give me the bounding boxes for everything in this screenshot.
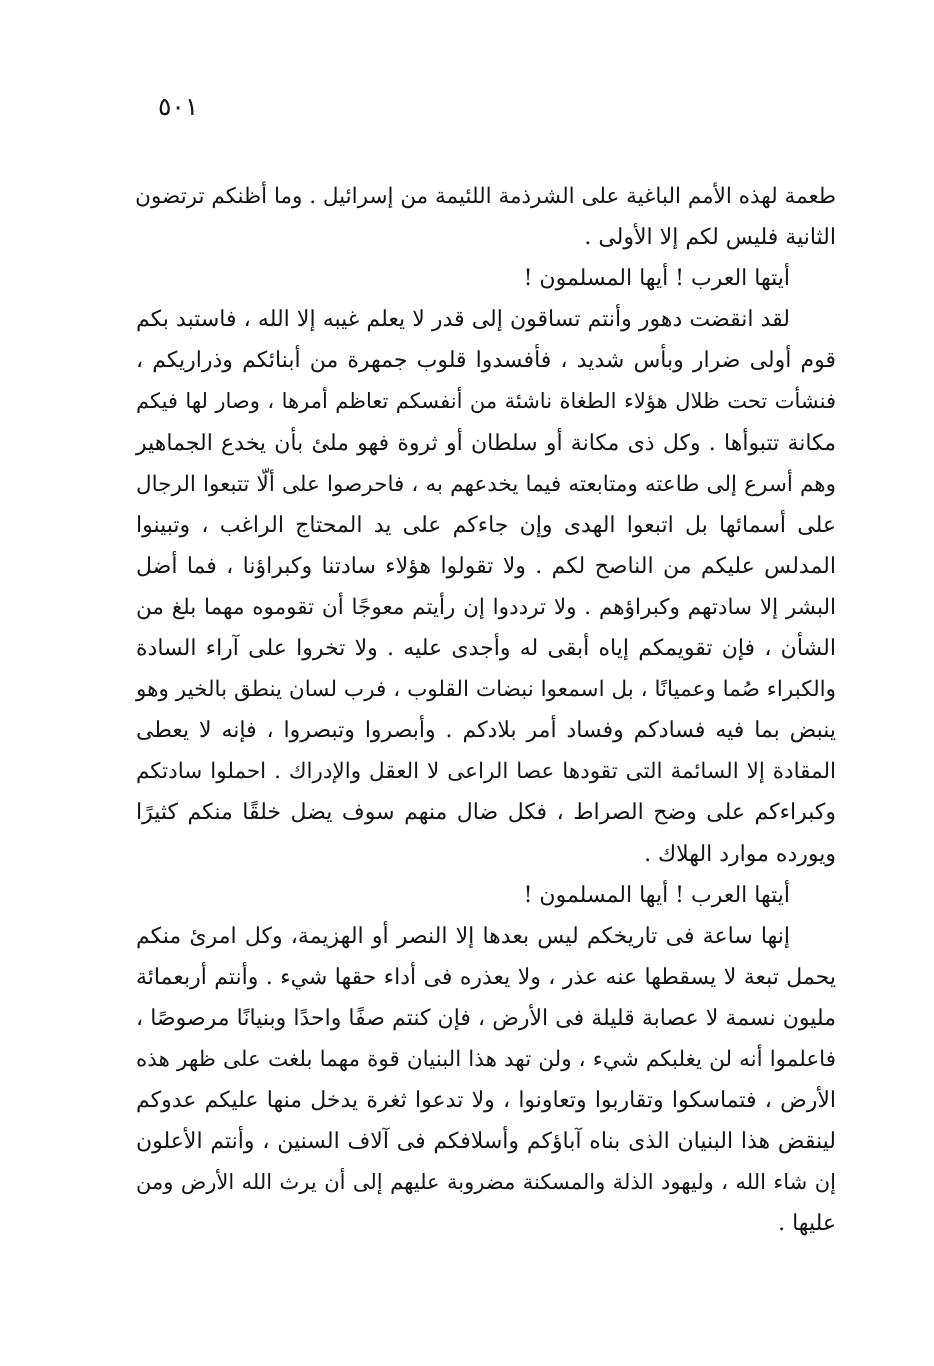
text-line: المقادة إلا السائمة التى تقودها عصا الراعى لا العقل والإدراك . احملوا سادتكم [136,759,836,785]
text-line: والكبراء صُما وعميانًا ، بل اسمعوا نبضات القلوب ، فرب لسان ينطق بالخير وهو [136,677,836,703]
text-line: على أسمائها بل اتبعوا الهدى وإن جاءكم على يد المحتاج الراغب ، وتبينوا [136,512,836,538]
text-line: ويورده موارد الهلاك . [644,841,836,867]
text-line: الشأن ، فإن تقويمكم إياه أبقى له وأجدى عليه . ولا تخروا على آراء السادة [136,636,836,662]
text-line: المدلس عليكم من الناصح لكم . ولا تقولوا هؤلاء سادتنا وكبراؤنا ، فما أضل [136,553,836,579]
text-line: عليها . [778,1211,836,1237]
body-text [136,176,836,1244]
text-line: ينبض بما فيه فسادكم وفساد أمر بلادكم . وأبصروا وتبصروا ، فإنه لا يعطى [136,718,836,744]
text-line: الأرض ، فتماسكوا وتقاربوا وتعاونوا ، ولا تدعوا ثغرة يدخل منها عليكم عدوكم [136,1088,836,1114]
text-line: إن شاء الله ، وليهود الذلة والمسكنة مضروبة عليهم إلى أن يرث الله الأرض ومن [136,1170,836,1195]
text-line: فاعلموا أنه لن يغلبكم شيء ، ولن تهد هذا البنيان قوة مهما بلغت على ظهر هذه [136,1046,836,1072]
page-number: ٥٠١ [158,92,199,121]
text-line: فنشأت تحت ظلال هؤلاء الطغاة ناشئة من أنفسكم تعاظم أمرها ، وصار لها فيكم [136,389,836,414]
text-line: يحمل تبعة لا يسقطها عنه عذر ، ولا يعذره فى أداء حقها شيء . وأنتم أربعمائة [136,964,836,990]
text-line: البشر إلا سادتهم وكبراؤهم . ولا ترددوا إن رأيتم معوجًا أن تقوموه مهما بلغ من [136,594,836,620]
text-line: إنها ساعة فى تاريخكم ليس بعدها إلا النصر أو الهزيمة، وكل امرئ منكم [136,923,790,949]
text-line: وكبراءكم على وضح الصراط ، فكل ضال منهم سوف يضل خلقًا منكم كثيرًا [136,800,836,826]
text-line: الثانية فليس لكم إلا الأولى . [584,225,836,251]
text-line: أيتها العرب ! أيها المسلمون ! [523,882,790,908]
text-line: طعمة لهذه الأمم الباغية على الشرذمة اللئيمة من إسرائيل . وما أظنكم ترتضون [135,184,836,209]
text-line: لينقض هذا البنيان الذى بناه آباؤكم وأسلافكم فى آلاف السنين ، وأنتم الأعلون [136,1129,836,1155]
text-line: مليون نسمة لا عصابة قليلة فى الأرض ، فإن كنتم صفًا واحدًا وبنيانًا مرصوصًا ، [136,1005,836,1031]
text-line: أيتها العرب ! أيها المسلمون ! [523,266,790,292]
text-line: مكانة تتبوأها . وكل ذى مكانة أو سلطان أو ثروة فهو ملئ بأن يخدع الجماهير [136,430,836,456]
text-line: وهم أسرع إلى طاعته ومتابعته فيما يخدعهم به ، فاحرصوا على ألّا تتبعوا الرجال [136,471,836,497]
text-line: لقد انقضت دهور وأنتم تساقون إلى قدر لا يعلم غيبه إلا الله ، فاستبد بكم [136,307,790,333]
text-line: قوم أولى ضرار وبأس شديد ، فأفسدوا قلوب جمهرة من أبنائكم وذراريكم ، [136,348,836,374]
